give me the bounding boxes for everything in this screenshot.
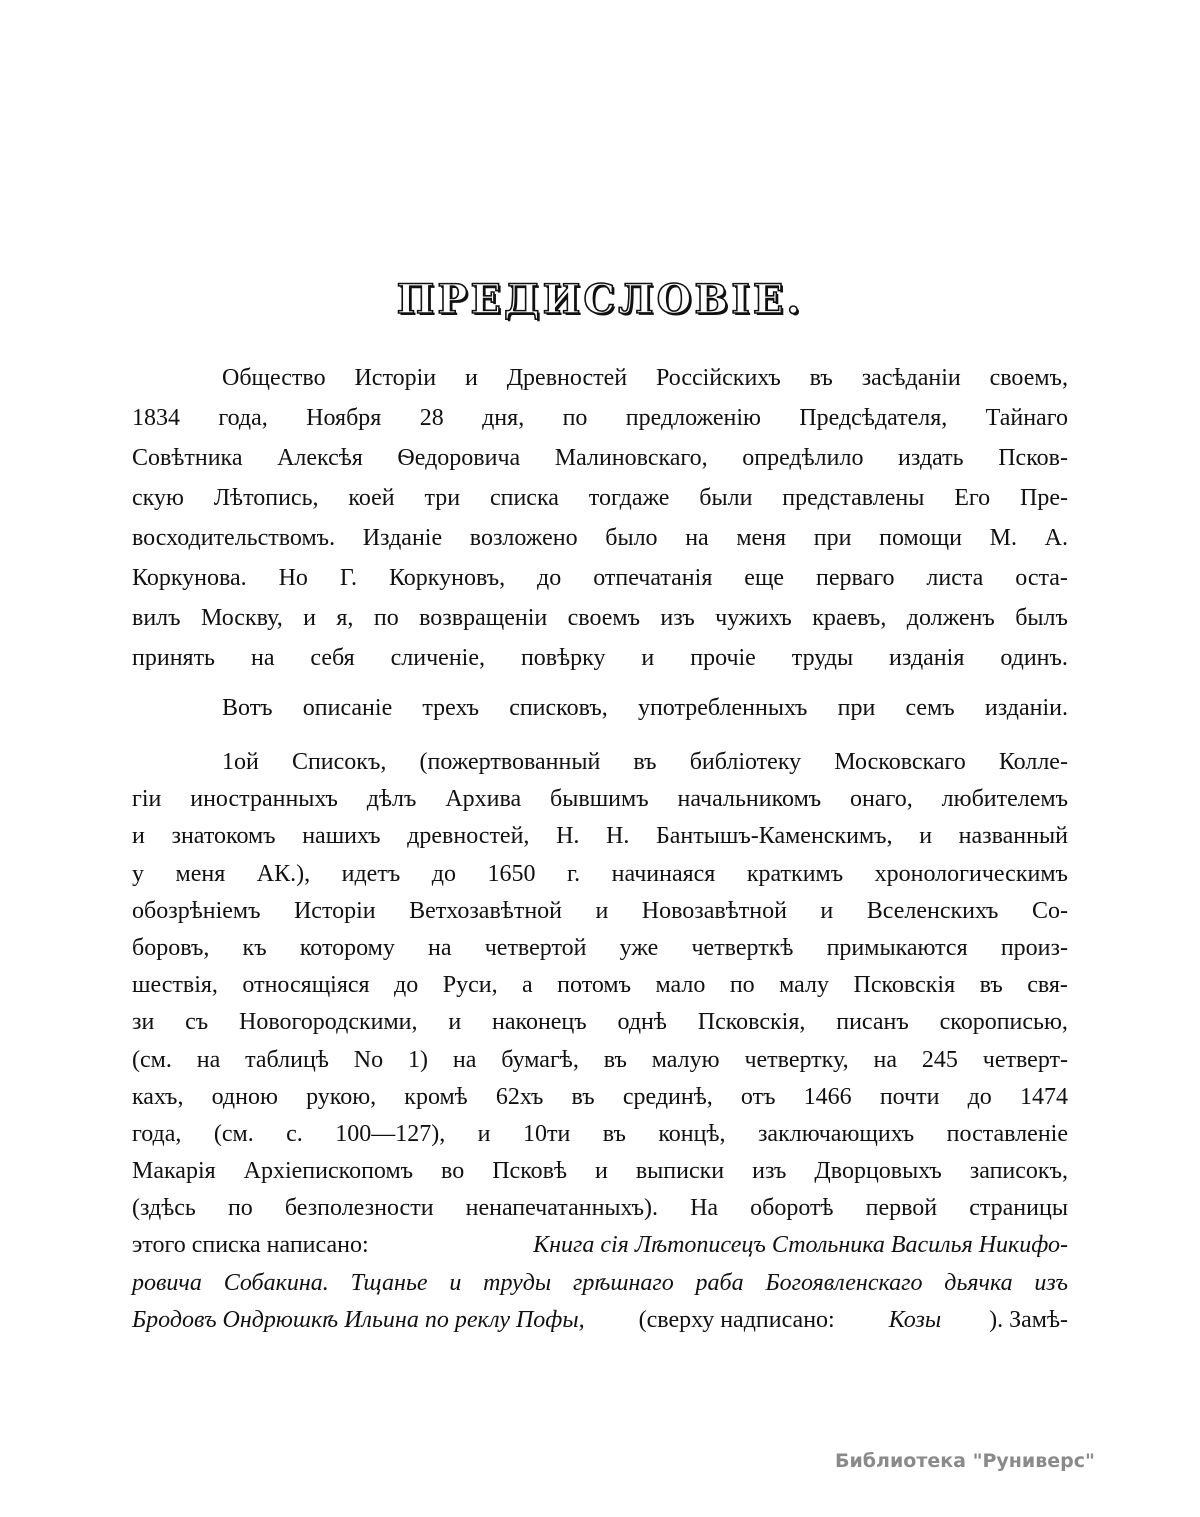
word: (см. [213,1120,254,1147]
word: Архива [445,786,522,813]
word: с. [286,1120,303,1147]
word: труды [483,1269,552,1296]
word: безполезности [284,1195,434,1222]
word: Списокъ, [291,749,387,775]
word: 10ти [522,1120,571,1147]
word: семъ [905,695,955,721]
word: Исторіи [354,365,437,391]
word: иностранныхъ [190,786,338,813]
word: меня [736,525,787,551]
word: дѣлъ [366,786,417,813]
word: Предсѣдателя, [799,405,948,431]
page-title: ПРЕДИСЛОВІЕ. [396,276,804,323]
word: краткимъ [746,860,844,887]
word: г. [567,860,581,887]
word: начальникомъ [677,786,822,813]
word: изданіи. [984,695,1068,721]
word: помощи [879,525,962,551]
word: и [449,1269,462,1296]
library-watermark: Библиотека "Руниверс" [835,1450,1095,1472]
word: знатокомъ [171,823,276,850]
word: года, [218,405,268,431]
word: Тщанье [350,1269,428,1296]
word: (пожертвованный [419,749,601,775]
word: Колле- [998,749,1068,775]
word: примыкаются [826,934,968,961]
word: малую [651,1046,720,1073]
word: оста- [1015,565,1068,591]
word: а [522,972,533,999]
word: одинъ. [1000,645,1068,671]
word: были [699,485,753,511]
word: тогдаже [588,485,670,511]
word: четверт- [982,1046,1068,1073]
text-line [132,967,1068,1004]
text-line [132,478,1068,518]
word: которому [299,934,395,961]
word: Коркуновъ, [388,565,506,591]
text-line [132,1265,1068,1302]
word: Малиновскаго, [554,445,708,471]
word: еще [744,565,785,591]
word: и [303,605,316,631]
word: рукою, [306,1083,377,1110]
word: 1834 [132,405,180,431]
text-line [132,1302,1068,1339]
word: Вотъ [222,695,273,721]
word: концѣ, [658,1120,726,1147]
word: 1ой [222,749,259,775]
word: Г. [339,565,358,591]
word: четверткѣ [691,934,794,961]
word: идетъ [341,860,401,887]
word: Москву, [200,605,283,631]
italic-quote-text: Бродовъ Ондрюшкѣ Ильина по реклу Пофы, [132,1306,585,1333]
word: изъ [660,605,695,631]
word: издать [898,445,964,471]
text-line [132,781,1068,818]
text-line [132,438,1068,478]
word: наконецъ [492,1009,587,1036]
word: древностей, [407,823,530,850]
word: и [820,897,834,924]
word: по [562,405,588,431]
word: своемъ [567,605,640,631]
word: на [685,525,709,551]
word: 1466 [803,1083,852,1110]
word: коей [348,485,395,511]
text-segment: (сверху надписано: [632,1306,841,1333]
word: по [227,1195,253,1222]
word: до [394,972,419,999]
italic-quote-text: Книга сія Лѣтописецъ Стольника Василья Никифо- [533,1232,1068,1259]
word: ненапечатанныхъ). [465,1195,659,1222]
word: боровъ, [132,934,210,961]
word: хронологическимъ [874,860,1068,887]
word: возвращеніи [419,605,548,631]
word: до [537,565,562,591]
word: 245 [921,1046,958,1073]
word: зи [132,1009,155,1036]
word: Россійскихъ [655,365,781,391]
word: возложено [469,525,578,551]
word: къ [242,934,267,961]
word: первой [865,1195,938,1222]
text-line [132,1190,1068,1227]
word: однѣ [617,1009,667,1036]
word: предложенію [625,405,761,431]
word: М. [989,525,1017,551]
word: отъ [740,1083,776,1110]
word: по [373,605,399,631]
text-segment: этого списка написано: [132,1232,375,1259]
word: Коркунова. [132,565,247,591]
text-line [132,1079,1068,1116]
word: изъ [1034,1269,1068,1296]
word: прочіе [690,645,756,671]
word: и [448,1009,462,1036]
word: у [132,860,144,887]
word: трехъ [422,695,480,721]
word: года, [132,1120,182,1147]
word: Богоявленскаго [765,1269,923,1296]
text-line [132,818,1068,855]
word: нашихъ [302,823,381,850]
word: чужихъ [715,605,792,631]
word: Ветхозавѣтной [409,897,562,924]
word: 28 [419,405,444,431]
text-line [132,1116,1068,1153]
word: меня [175,860,226,887]
word: Древностей [506,365,628,391]
word: на [250,645,275,671]
word: списка [489,485,559,511]
word: 100—127), [335,1120,446,1147]
word: Изданіе [362,525,443,551]
word: своемъ, [989,365,1068,391]
word: представлены [782,485,925,511]
word: АК.), [256,860,311,887]
word: обозрѣніемъ [132,897,261,924]
word: Его [954,485,991,511]
word: 1474 [1019,1083,1068,1110]
word: дьячка [944,1269,1013,1296]
paragraph-1 [132,358,1068,678]
word: въ [633,749,657,775]
word: сличеніе, [390,645,485,671]
word: четвертой [484,934,587,961]
word: гіи [132,786,162,813]
word: Н. [556,823,580,850]
word: дня, [482,405,525,431]
word: заключающихъ [757,1120,915,1147]
word: вилъ [132,605,181,631]
text-line [132,1153,1068,1190]
word: въ [809,365,833,391]
word: бывшимъ [550,786,649,813]
text-line [132,1042,1068,1079]
word: изъ [752,1158,787,1185]
word: и [594,1158,608,1185]
word: Дворцовыхъ [814,1158,942,1185]
word: произ- [1000,934,1068,961]
word: Н. [606,823,630,850]
word: скорописью, [939,1009,1068,1036]
word: свя- [1027,972,1068,999]
word: описаніе [302,695,393,721]
word: Собакина. [223,1269,329,1296]
word: Лѣтопись, [213,485,319,511]
word: въ [571,1083,595,1110]
word: грѣшнаго [572,1269,674,1296]
word: 1) [408,1046,428,1073]
word: Ѳедоровича [397,445,521,471]
word: на [196,1046,221,1073]
word: и [595,897,609,924]
word: опредѣлило [742,445,864,471]
text-line [132,1004,1068,1041]
word: Бантышъ-Каменскимъ, [656,823,893,850]
word: въ [603,1046,627,1073]
word: уже [619,934,659,961]
word: кахъ, [132,1083,184,1110]
word: при [837,695,876,721]
word: въ [979,972,1003,999]
word: ровича [132,1269,202,1296]
word: таблицѣ [245,1046,329,1073]
word: Совѣтника [132,445,243,471]
word: Но [278,565,308,591]
word: три [424,485,461,511]
word: Псковскія [853,972,956,999]
word: Псковѣ [492,1158,567,1185]
word: Со- [1031,897,1068,924]
word: Пре- [1019,485,1068,511]
word: начинаяся [611,860,716,887]
word: (здѣсь [132,1195,196,1222]
word: потомъ [557,972,632,999]
word: принять [132,645,216,671]
word: и [477,1120,491,1147]
word: повѣрку [520,645,606,671]
word: труды [791,645,854,671]
word: Вселенскихъ [866,897,999,924]
word: и [464,365,478,391]
text-line [132,856,1068,893]
word: относящіяся [242,972,370,999]
text-line [132,1227,1068,1264]
word: съ [185,1009,209,1036]
word: Новозавѣтной [641,897,787,924]
word: одною [211,1083,278,1110]
word: на [873,1046,897,1073]
word: на [452,1046,477,1073]
text-line [132,638,1068,678]
text-line [132,358,1068,398]
italic-quote-text: Козы [888,1306,942,1333]
word: 62хъ [495,1083,544,1110]
word: мало [655,972,706,999]
word: Московскаго [834,749,966,775]
word: въ [602,1120,626,1147]
word: А. [1044,525,1068,551]
word: выписки [635,1158,725,1185]
word: отпечатанія [593,565,713,591]
text-line [132,398,1068,438]
word: употребленныхъ [637,695,808,721]
word: Ноября [306,405,382,431]
text-line [132,558,1068,598]
word: писанъ [836,1009,909,1036]
word: любителемъ [941,786,1068,813]
word: страницы [969,1195,1068,1222]
paragraph-2 [132,688,1068,728]
word: себя [310,645,355,671]
word: и [919,823,933,850]
word: при [813,525,852,551]
word: и [132,823,145,850]
text-line [132,598,1068,638]
word: 1650 [487,860,536,887]
word: Новогородскими, [239,1009,418,1036]
paragraph-3 [132,744,1068,1339]
word: шествія, [132,972,218,999]
word: Тайнаго [985,405,1068,431]
word: и [641,645,655,671]
word: Алексѣя [277,445,363,471]
word: Руси, [442,972,498,999]
word: краевъ, [812,605,887,631]
text-line [132,744,1068,781]
word: онаго, [850,786,913,813]
word: перваго [816,565,895,591]
word: листа [926,565,984,591]
word: Псков- [998,445,1068,471]
word: было [605,525,658,551]
word: изданія [889,645,965,671]
word: Архіепископомъ [243,1158,414,1185]
text-segment: ). Замѣ- [989,1306,1068,1333]
word: поставленіе [946,1120,1068,1147]
word: четвертку, [744,1046,849,1073]
word: на [428,934,452,961]
text-line [132,688,1068,728]
word: засѣданіи [861,365,961,391]
word: скую [132,485,184,511]
word: раба [695,1269,744,1296]
word: Исторіи [293,897,376,924]
word: Псковскія, [697,1009,806,1036]
word: по [729,972,755,999]
word: записокъ, [969,1158,1068,1185]
word: Макарія [132,1158,216,1185]
word: бумагѣ, [501,1046,579,1073]
word: я, [336,605,354,631]
word: до [431,860,456,887]
word: оборотѣ [750,1195,834,1222]
word: списковъ, [509,695,608,721]
word: На [690,1195,719,1222]
word: названный [958,823,1068,850]
text-line [132,893,1068,930]
text-line [132,930,1068,967]
word: срединѣ, [622,1083,713,1110]
word: во [441,1158,465,1185]
text-line [132,518,1068,558]
word: библіотеку [689,749,802,775]
word: до [967,1083,992,1110]
word: малу [779,972,830,999]
word: восходительствомъ. [132,525,336,551]
word: былъ [1015,605,1068,631]
word: долженъ [906,605,995,631]
word: No [353,1046,384,1073]
word: почти [879,1083,940,1110]
word: (см. [132,1046,172,1073]
word: Общество [222,365,326,391]
word: кромѣ [404,1083,468,1110]
